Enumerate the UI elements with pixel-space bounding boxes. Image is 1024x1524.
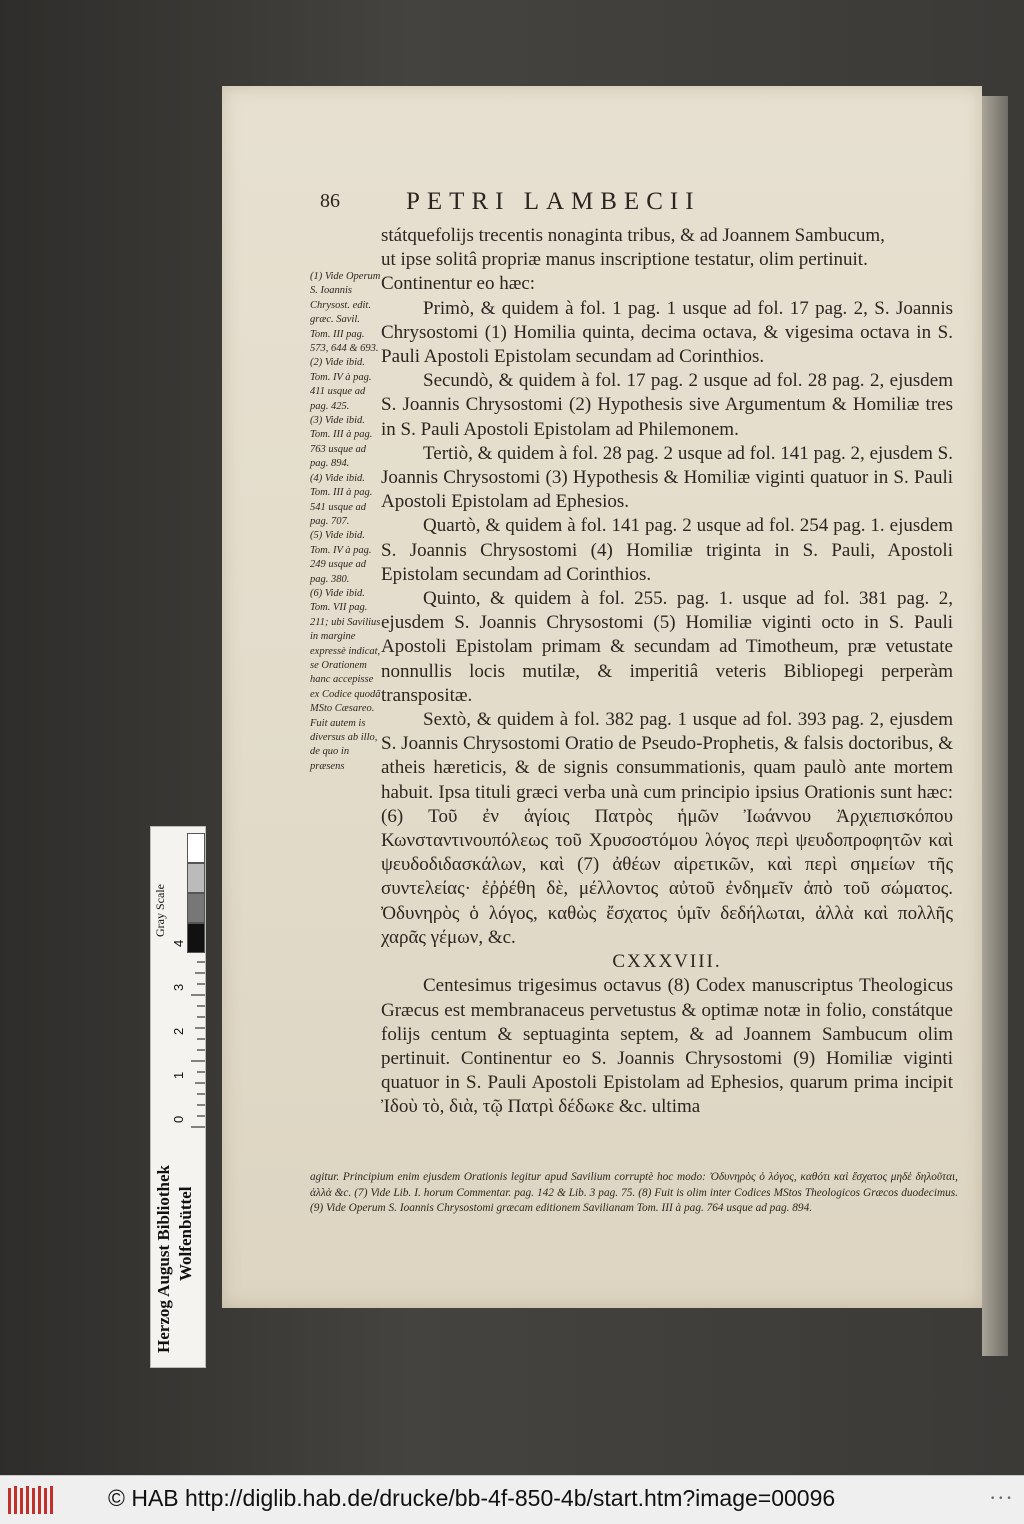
text-line: ut ipse solitâ propriæ manus inscriptione testatur, olim pertinuit. [381,249,868,271]
viewer-footer [0,1475,1024,1524]
gray-patch [187,893,205,923]
margin-note: (5) Vide ibid. Tom. IV à pag. 249 usque ad pag. 380. [310,530,372,585]
margin-note: (2) Vide ibid. Tom. IV à pag. 411 usque ad pag. 425. [310,357,372,412]
text-line: státquefolijs trecentis nonaginta tribus, & ad Joannem Sambucum, [381,225,885,246]
footnotes [310,1170,958,1217]
paragraph-quarto: Quartò, & quidem à fol. 141 pag. 2 usque ad fol. 254 pag. 1. ejusdem S. Joannis Chrysostomi (4) Homiliæ triginta in S. Pauli, Apostoli Epistolam secundam ad Corinthios. [381,515,953,585]
paragraph-tertio: Tertiò, & quidem à fol. 28 pag. 2 usque ad fol. 141 pag. 2, ejusdem S. Joannis Chrysostomi (3) Hypothesis & Homiliæ viginti quatuor in S. Pauli Apostoli Epistolam ad Ephesios. [381,442,953,513]
gray-scale-patches [187,833,203,953]
margin-note: (3) Vide ibid. Tom. III à pag. 763 usque ad pag. 894. [310,415,373,470]
paragraph-quinto: Quinto, & quidem à fol. 255. pag. 1. usque ad fol. 381 pag. 2, ejusdem S. Joannis Chrysostomi (5) Homiliæ viginti octo in S. Pauli Apostoli Epistolam primam & secundam ad Timotheum, præ vetustate nonnullis locis mutilæ, & imperitiâ veteris Bibliopegi perperàm transpositæ. [381,588,953,706]
page-number: 86 [320,190,340,212]
ruler-number: 3 [171,983,186,991]
paragraph-secundo: Secundò, & quidem à fol. 17 pag. 2 usque ad fol. 28 pag. 2, ejusdem S. Joannis Chrysostomi (2) Hypothesis sive Argumentum & Homiliæ tres in S. Pauli Apostoli Epistolam ad Philemonem. [381,370,953,440]
gray-patch [187,923,205,953]
ruler-number: 2 [171,1027,186,1035]
main-text [381,224,953,1120]
paragraph-primo: Primò, & quidem à fol. 1 pag. 1 usque ad fol. 17 pag. 2, S. Joannis Chrysostomi (1) Homilia quinta, decima octava, & vigesima octava in S. Pauli Apostoli Epistolam secundam ad Corinthios. [381,297,953,368]
status-dots-icon: • • • [990,1494,1012,1504]
institution-name: Herzog August Bibliothek [154,1165,173,1353]
running-head [320,190,970,224]
gray-patch [187,863,205,893]
hab-logo-icon [6,1484,58,1516]
margin-note: (4) Vide ibid. Tom. III à pag. 541 usque ad pag. 707. [310,472,373,527]
ruler-number: 1 [171,1071,186,1079]
paragraph-sexto: Sextò, & quidem à fol. 382 pag. 1 usque ad fol. 393 pag. 2, ejusdem S. Joannis Chrysostomi Oratio de Pseudo-Prophetis, & falsis doctoribus, & atheis hæreticis, & de signis consummationis, quam paulò ante mortem habuit. Ipsa tituli græci verba unà cum principio ipsius Orationis sunt hæc: (6) Τοῦ ἐν ἁγίοις Πατρὸς ἡμῶν Ἰωάννου Ἀρχιεπισκόπου Κωνσταντινουπόλεως τοῦ Χρυσοστόμου λόγος περὶ ψευδοπροφητῶν καὶ ψευδοδιδασκάλων, καὶ (7) ἀθέων αἱρετικῶν, καὶ περὶ σημείων τῆς συντελείας· ἐῤῥέθη δὲ, μέλλοντος αὐτοῦ ἐνδημεῖν ἀπὸ τοῦ σώματος. Ὀδυνηρὸς ὁ λόγος, καθὼς ἔσχατος ὑμῖν δεδήλωται, ἀλλὰ καὶ πολλῆς χαρᾶς γέμων, &c. [381,709,953,948]
ruler-content [151,827,205,1367]
margin-note: (1) Vide Operum S. Ioannis Chrysost. edit. græc. Savil. Tom. III pag. 573, 644 & 693. [310,271,381,355]
ruler-number: 0 [171,1115,186,1123]
section-number: CXXXVIII. [612,951,722,973]
scale-ruler [150,826,206,1368]
margin-notes [310,270,382,774]
footnote-text: agitur. Principium enim ejusdem Orationis legitur apud Savilium corruptè hoc modo: Ὀδυνηρὸς ὁ λόγος, καθότι καὶ ἔσχατος μηδὲ δηλοῦται, ἀλλὰ &c. (7) Vide Lib. I. horum Commentar. pag. 142 & Lib. 3 pag. 75. (8) Fuit is olim inter Codices MStos Theologicos Græcos duodecimus. (9) Vide Operum S. Ioannis Chrysostomi græcam editionem Savilianam Tom. III à pag. 764 usque ad pag. 894. [310,1171,958,1214]
permalink[interactable]: © HAB http://diglib.hab.de/drucke/bb-4f-850-4b/start.htm?image=00096 [108,1485,836,1511]
running-title: PETRI LAMBECII [406,188,701,215]
gray-scale-label: Gray Scale [153,884,167,937]
ruler-number: 4 [171,939,186,947]
text-line: Continentur eo hæc: [381,273,536,295]
next-page-edge [982,96,1008,1356]
gray-patch [187,833,205,863]
margin-note: (6) Vide ibid. Tom. VII pag. 211; ubi Savilius in margine expressè indicat, se Orationem hanc accepisse ex Codice quodã MSto Cæsareo. Fuit autem is diversus ab illo, de quo in præsens [310,587,381,772]
paragraph-codex: Centesimus trigesimus octavus (8) Codex manuscriptus Theologicus Græcus est membranaceus pervetustus & optimæ notæ in folio, constátque folijs centum & septuaginta septem, & ad Joannem Sambucum olim pertinuit. Continentur eo S. Joannis Chrysostomi (9) Homiliæ viginti quatuor in S. Pauli Apostoli Epistolam ad Ephesios, quarum prima incipit Ἰδοὺ τὸ, διὰ, τῷ Πατρὶ δέδωκε &c. ultima [381,975,953,1118]
institution-place: Wolfenbüttel [176,1186,195,1281]
